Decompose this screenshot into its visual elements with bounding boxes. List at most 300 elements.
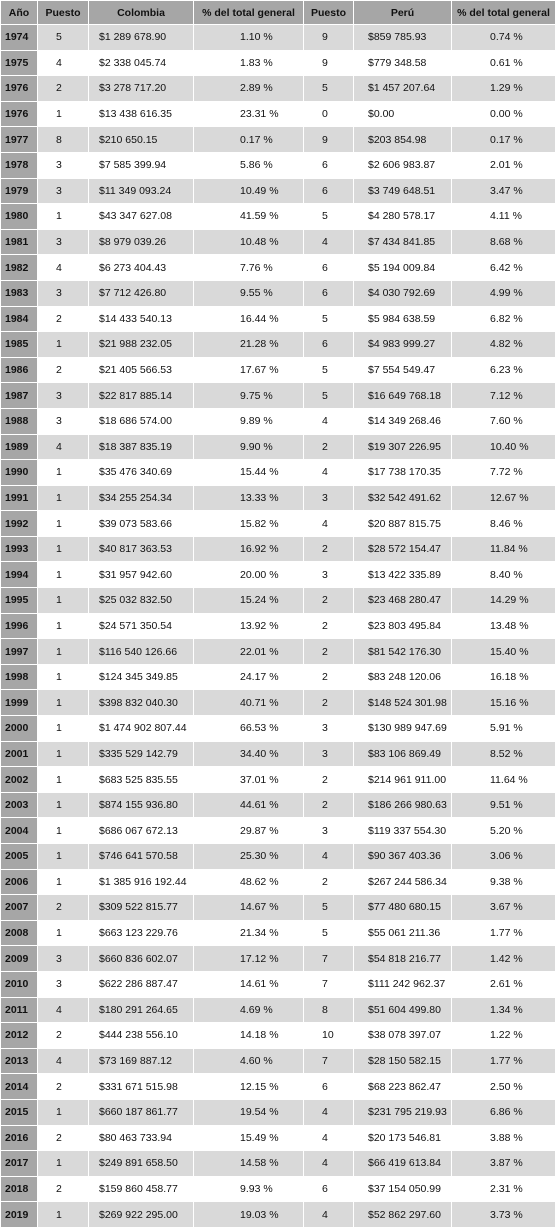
colombia-amount-cell: $1 474 902 807.44 <box>89 716 194 742</box>
peru-amount-cell: $111 242 962.37 <box>354 971 452 997</box>
rank-colombia-cell: 1 <box>38 741 89 767</box>
pct-peru-cell: 1.34 % <box>452 997 556 1023</box>
rank-peru-cell: 4 <box>304 1099 354 1125</box>
header-year: Año <box>1 1 38 25</box>
pct-colombia-cell: 29.87 % <box>194 818 304 844</box>
pct-peru-cell: 8.40 % <box>452 562 556 588</box>
pct-peru-cell: 3.67 % <box>452 895 556 921</box>
rank-colombia-cell: 1 <box>38 767 89 793</box>
rank-peru-cell: 10 <box>304 1023 354 1049</box>
year-cell: 2019 <box>1 1202 38 1228</box>
pct-colombia-cell: 16.92 % <box>194 536 304 562</box>
table-row <box>1 25 556 51</box>
pct-colombia-cell: 14.58 % <box>194 1151 304 1177</box>
table-row <box>1 1048 556 1074</box>
pct-colombia-cell: 4.60 % <box>194 1048 304 1074</box>
pct-colombia-cell: 13.33 % <box>194 485 304 511</box>
rank-peru-cell: 6 <box>304 255 354 281</box>
peru-amount-cell: $186 266 980.63 <box>354 792 452 818</box>
pct-colombia-cell: 10.48 % <box>194 229 304 255</box>
table-row <box>1 1023 556 1049</box>
pct-colombia-cell: 22.01 % <box>194 639 304 665</box>
rank-colombia-cell: 2 <box>38 357 89 383</box>
colombia-amount-cell: $444 238 556.10 <box>89 1023 194 1049</box>
table-row <box>1 767 556 793</box>
table-row <box>1 408 556 434</box>
year-cell: 1999 <box>1 690 38 716</box>
peru-amount-cell: $1 457 207.64 <box>354 76 452 102</box>
peru-amount-cell: $16 649 768.18 <box>354 383 452 409</box>
table-row <box>1 664 556 690</box>
rank-colombia-cell: 1 <box>38 588 89 614</box>
pct-peru-cell: 7.12 % <box>452 383 556 409</box>
rank-colombia-cell: 1 <box>38 1099 89 1125</box>
pct-colombia-cell: 9.55 % <box>194 280 304 306</box>
rank-colombia-cell: 1 <box>38 716 89 742</box>
peru-amount-cell: $55 061 211.36 <box>354 920 452 946</box>
pct-colombia-cell: 10.49 % <box>194 178 304 204</box>
rank-colombia-cell: 3 <box>38 152 89 178</box>
rank-peru-cell: 2 <box>304 690 354 716</box>
pct-colombia-cell: 19.03 % <box>194 1202 304 1228</box>
pct-colombia-cell: 41.59 % <box>194 204 304 230</box>
rank-colombia-cell: 1 <box>38 536 89 562</box>
peru-amount-cell: $203 854.98 <box>354 127 452 153</box>
colombia-amount-cell: $622 286 887.47 <box>89 971 194 997</box>
table-row <box>1 1202 556 1228</box>
rank-colombia-cell: 1 <box>38 562 89 588</box>
peru-amount-cell: $7 554 549.47 <box>354 357 452 383</box>
table-row <box>1 1176 556 1202</box>
table-row <box>1 946 556 972</box>
peru-amount-cell: $4 983 999.27 <box>354 332 452 358</box>
rank-colombia-cell: 1 <box>38 844 89 870</box>
rank-peru-cell: 6 <box>304 332 354 358</box>
table-row <box>1 1151 556 1177</box>
pct-peru-cell: 3.06 % <box>452 844 556 870</box>
colombia-amount-cell: $35 476 340.69 <box>89 460 194 486</box>
table-row <box>1 1099 556 1125</box>
rank-colombia-cell: 8 <box>38 127 89 153</box>
year-cell: 1985 <box>1 332 38 358</box>
peru-amount-cell: $7 434 841.85 <box>354 229 452 255</box>
rank-peru-cell: 9 <box>304 25 354 51</box>
pct-peru-cell: 0.17 % <box>452 127 556 153</box>
rank-peru-cell: 2 <box>304 792 354 818</box>
pct-colombia-cell: 9.93 % <box>194 1176 304 1202</box>
pct-colombia-cell: 14.61 % <box>194 971 304 997</box>
table-row <box>1 895 556 921</box>
peru-amount-cell: $779 348.58 <box>354 50 452 76</box>
rank-peru-cell: 9 <box>304 127 354 153</box>
rank-colombia-cell: 1 <box>38 460 89 486</box>
year-cell: 2005 <box>1 844 38 870</box>
peru-amount-cell: $119 337 554.30 <box>354 818 452 844</box>
rank-peru-cell: 4 <box>304 1151 354 1177</box>
year-cell: 1982 <box>1 255 38 281</box>
colombia-amount-cell: $40 817 363.53 <box>89 536 194 562</box>
pct-peru-cell: 0.61 % <box>452 50 556 76</box>
year-cell: 1991 <box>1 485 38 511</box>
table-row <box>1 204 556 230</box>
peru-amount-cell: $51 604 499.80 <box>354 997 452 1023</box>
colombia-amount-cell: $18 686 574.00 <box>89 408 194 434</box>
rank-peru-cell: 0 <box>304 101 354 127</box>
year-cell: 2013 <box>1 1048 38 1074</box>
rank-colombia-cell: 1 <box>38 792 89 818</box>
year-cell: 1976 <box>1 101 38 127</box>
pct-peru-cell: 1.42 % <box>452 946 556 972</box>
rank-colombia-cell: 1 <box>38 869 89 895</box>
pct-peru-cell: 4.82 % <box>452 332 556 358</box>
pct-peru-cell: 2.31 % <box>452 1176 556 1202</box>
table-row <box>1 639 556 665</box>
pct-peru-cell: 7.72 % <box>452 460 556 486</box>
table-row <box>1 1074 556 1100</box>
table-row <box>1 792 556 818</box>
year-cell: 1980 <box>1 204 38 230</box>
pct-colombia-cell: 0.17 % <box>194 127 304 153</box>
rank-peru-cell: 5 <box>304 204 354 230</box>
colombia-amount-cell: $663 123 229.76 <box>89 920 194 946</box>
colombia-amount-cell: $34 255 254.34 <box>89 485 194 511</box>
peru-amount-cell: $0.00 <box>354 101 452 127</box>
pct-colombia-cell: 15.24 % <box>194 588 304 614</box>
table-row <box>1 383 556 409</box>
peru-amount-cell: $2 606 983.87 <box>354 152 452 178</box>
rank-peru-cell: 9 <box>304 50 354 76</box>
colombia-amount-cell: $3 278 717.20 <box>89 76 194 102</box>
peru-amount-cell: $17 738 170.35 <box>354 460 452 486</box>
year-cell: 2012 <box>1 1023 38 1049</box>
year-cell: 1990 <box>1 460 38 486</box>
table-row <box>1 511 556 537</box>
rank-colombia-cell: 1 <box>38 639 89 665</box>
table-row <box>1 690 556 716</box>
rank-peru-cell: 8 <box>304 997 354 1023</box>
colombia-amount-cell: $43 347 627.08 <box>89 204 194 230</box>
header-rank-colombia: Puesto <box>38 1 89 25</box>
pct-peru-cell: 1.22 % <box>452 1023 556 1049</box>
rank-peru-cell: 6 <box>304 280 354 306</box>
table-row <box>1 716 556 742</box>
colombia-amount-cell: $269 922 295.00 <box>89 1202 194 1228</box>
colombia-amount-cell: $31 957 942.60 <box>89 562 194 588</box>
pct-peru-cell: 0.74 % <box>452 25 556 51</box>
rank-colombia-cell: 3 <box>38 408 89 434</box>
rank-colombia-cell: 3 <box>38 946 89 972</box>
colombia-amount-cell: $7 585 399.94 <box>89 152 194 178</box>
header-pct-peru: % del total general <box>452 1 556 25</box>
rank-colombia-cell: 4 <box>38 997 89 1023</box>
year-cell: 1987 <box>1 383 38 409</box>
header-rank-peru: Puesto <box>304 1 354 25</box>
peru-amount-cell: $14 349 268.46 <box>354 408 452 434</box>
pct-peru-cell: 8.68 % <box>452 229 556 255</box>
rank-peru-cell: 5 <box>304 357 354 383</box>
year-cell: 1986 <box>1 357 38 383</box>
table-row <box>1 536 556 562</box>
rank-peru-cell: 7 <box>304 971 354 997</box>
pct-peru-cell: 3.47 % <box>452 178 556 204</box>
colombia-amount-cell: $14 433 540.13 <box>89 306 194 332</box>
peru-amount-cell: $90 367 403.36 <box>354 844 452 870</box>
pct-peru-cell: 14.29 % <box>452 588 556 614</box>
year-cell: 1997 <box>1 639 38 665</box>
pct-peru-cell: 11.84 % <box>452 536 556 562</box>
year-cell: 1984 <box>1 306 38 332</box>
colombia-amount-cell: $18 387 835.19 <box>89 434 194 460</box>
pct-peru-cell: 3.87 % <box>452 1151 556 1177</box>
pct-colombia-cell: 4.69 % <box>194 997 304 1023</box>
pct-peru-cell: 13.48 % <box>452 613 556 639</box>
rank-peru-cell: 5 <box>304 920 354 946</box>
colombia-amount-cell: $116 540 126.66 <box>89 639 194 665</box>
peru-amount-cell: $3 749 648.51 <box>354 178 452 204</box>
colombia-amount-cell: $25 032 832.50 <box>89 588 194 614</box>
table-row <box>1 485 556 511</box>
pct-peru-cell: 2.50 % <box>452 1074 556 1100</box>
year-cell: 1977 <box>1 127 38 153</box>
year-cell: 1976 <box>1 76 38 102</box>
peru-amount-cell: $32 542 491.62 <box>354 485 452 511</box>
year-cell: 2004 <box>1 818 38 844</box>
colombia-amount-cell: $746 641 570.58 <box>89 844 194 870</box>
year-cell: 1994 <box>1 562 38 588</box>
header-peru: Perú <box>354 1 452 25</box>
rank-colombia-cell: 3 <box>38 383 89 409</box>
pct-peru-cell: 6.82 % <box>452 306 556 332</box>
header-row <box>1 1 556 25</box>
pct-colombia-cell: 48.62 % <box>194 869 304 895</box>
rank-colombia-cell: 3 <box>38 178 89 204</box>
rank-colombia-cell: 4 <box>38 1048 89 1074</box>
rank-peru-cell: 5 <box>304 895 354 921</box>
rank-colombia-cell: 5 <box>38 25 89 51</box>
colombia-amount-cell: $39 073 583.66 <box>89 511 194 537</box>
pct-colombia-cell: 15.82 % <box>194 511 304 537</box>
year-cell: 2017 <box>1 1151 38 1177</box>
colombia-amount-cell: $80 463 733.94 <box>89 1125 194 1151</box>
pct-colombia-cell: 25.30 % <box>194 844 304 870</box>
pct-colombia-cell: 21.34 % <box>194 920 304 946</box>
year-cell: 2009 <box>1 946 38 972</box>
table-row <box>1 869 556 895</box>
year-cell: 2014 <box>1 1074 38 1100</box>
peru-amount-cell: $231 795 219.93 <box>354 1099 452 1125</box>
pct-colombia-cell: 1.10 % <box>194 25 304 51</box>
table-row <box>1 229 556 255</box>
colombia-amount-cell: $11 349 093.24 <box>89 178 194 204</box>
table-row <box>1 255 556 281</box>
rank-peru-cell: 4 <box>304 1125 354 1151</box>
colombia-amount-cell: $180 291 264.65 <box>89 997 194 1023</box>
table-row <box>1 127 556 153</box>
pct-peru-cell: 11.64 % <box>452 767 556 793</box>
pct-colombia-cell: 1.83 % <box>194 50 304 76</box>
year-cell: 2008 <box>1 920 38 946</box>
pct-colombia-cell: 9.89 % <box>194 408 304 434</box>
rank-colombia-cell: 1 <box>38 204 89 230</box>
year-cell: 2007 <box>1 895 38 921</box>
pct-peru-cell: 5.91 % <box>452 716 556 742</box>
rank-peru-cell: 3 <box>304 485 354 511</box>
rank-peru-cell: 6 <box>304 1074 354 1100</box>
colombia-amount-cell: $8 979 039.26 <box>89 229 194 255</box>
rank-colombia-cell: 3 <box>38 229 89 255</box>
year-cell: 1975 <box>1 50 38 76</box>
table-row <box>1 844 556 870</box>
pct-peru-cell: 15.40 % <box>452 639 556 665</box>
pct-peru-cell: 2.01 % <box>452 152 556 178</box>
peru-amount-cell: $83 106 869.49 <box>354 741 452 767</box>
pct-peru-cell: 16.18 % <box>452 664 556 690</box>
rank-peru-cell: 5 <box>304 383 354 409</box>
rank-colombia-cell: 4 <box>38 255 89 281</box>
pct-peru-cell: 0.00 % <box>452 101 556 127</box>
table-row <box>1 76 556 102</box>
rank-peru-cell: 2 <box>304 536 354 562</box>
pct-peru-cell: 2.61 % <box>452 971 556 997</box>
year-cell: 2002 <box>1 767 38 793</box>
pct-peru-cell: 4.11 % <box>452 204 556 230</box>
table-row <box>1 178 556 204</box>
year-cell: 1978 <box>1 152 38 178</box>
pct-peru-cell: 3.88 % <box>452 1125 556 1151</box>
rank-colombia-cell: 2 <box>38 895 89 921</box>
colombia-amount-cell: $686 067 672.13 <box>89 818 194 844</box>
peru-amount-cell: $23 803 495.84 <box>354 613 452 639</box>
pct-peru-cell: 9.38 % <box>452 869 556 895</box>
table-row <box>1 741 556 767</box>
year-cell: 2016 <box>1 1125 38 1151</box>
peru-amount-cell: $4 280 578.17 <box>354 204 452 230</box>
pct-colombia-cell: 19.54 % <box>194 1099 304 1125</box>
peru-amount-cell: $5 984 638.59 <box>354 306 452 332</box>
year-cell: 2003 <box>1 792 38 818</box>
peru-amount-cell: $68 223 862.47 <box>354 1074 452 1100</box>
table-row <box>1 357 556 383</box>
colombia-amount-cell: $210 650.15 <box>89 127 194 153</box>
peru-amount-cell: $77 480 680.15 <box>354 895 452 921</box>
table-row <box>1 152 556 178</box>
year-cell: 1993 <box>1 536 38 562</box>
year-cell: 2000 <box>1 716 38 742</box>
rank-peru-cell: 4 <box>304 511 354 537</box>
pct-peru-cell: 6.23 % <box>452 357 556 383</box>
pct-colombia-cell: 9.90 % <box>194 434 304 460</box>
year-cell: 1995 <box>1 588 38 614</box>
colombia-amount-cell: $21 405 566.53 <box>89 357 194 383</box>
peru-amount-cell: $148 524 301.98 <box>354 690 452 716</box>
year-cell: 2001 <box>1 741 38 767</box>
rank-colombia-cell: 1 <box>38 613 89 639</box>
rank-colombia-cell: 3 <box>38 280 89 306</box>
rank-peru-cell: 2 <box>304 639 354 665</box>
pct-colombia-cell: 23.31 % <box>194 101 304 127</box>
pct-colombia-cell: 44.61 % <box>194 792 304 818</box>
colombia-amount-cell: $1 289 678.90 <box>89 25 194 51</box>
pct-colombia-cell: 15.44 % <box>194 460 304 486</box>
rank-peru-cell: 2 <box>304 588 354 614</box>
colombia-amount-cell: $398 832 040.30 <box>89 690 194 716</box>
pct-peru-cell: 6.86 % <box>452 1099 556 1125</box>
rank-colombia-cell: 1 <box>38 664 89 690</box>
pct-colombia-cell: 17.12 % <box>194 946 304 972</box>
pct-colombia-cell: 20.00 % <box>194 562 304 588</box>
pct-peru-cell: 12.67 % <box>452 485 556 511</box>
table-row <box>1 1125 556 1151</box>
pct-colombia-cell: 16.44 % <box>194 306 304 332</box>
pct-peru-cell: 8.46 % <box>452 511 556 537</box>
year-cell: 2010 <box>1 971 38 997</box>
pct-peru-cell: 1.29 % <box>452 76 556 102</box>
pct-colombia-cell: 14.18 % <box>194 1023 304 1049</box>
rank-peru-cell: 4 <box>304 408 354 434</box>
table-row <box>1 101 556 127</box>
colombia-amount-cell: $159 860 458.77 <box>89 1176 194 1202</box>
table-row <box>1 588 556 614</box>
peru-amount-cell: $13 422 335.89 <box>354 562 452 588</box>
year-cell: 1996 <box>1 613 38 639</box>
colombia-amount-cell: $331 671 515.98 <box>89 1074 194 1100</box>
pct-peru-cell: 7.60 % <box>452 408 556 434</box>
pct-colombia-cell: 13.92 % <box>194 613 304 639</box>
colombia-amount-cell: $683 525 835.55 <box>89 767 194 793</box>
peru-amount-cell: $23 468 280.47 <box>354 588 452 614</box>
peru-amount-cell: $267 244 586.34 <box>354 869 452 895</box>
table-row <box>1 818 556 844</box>
year-cell: 1979 <box>1 178 38 204</box>
pct-colombia-cell: 5.86 % <box>194 152 304 178</box>
rank-peru-cell: 2 <box>304 664 354 690</box>
table-row <box>1 280 556 306</box>
pct-peru-cell: 5.20 % <box>452 818 556 844</box>
pct-colombia-cell: 37.01 % <box>194 767 304 793</box>
year-cell: 1989 <box>1 434 38 460</box>
peru-amount-cell: $83 248 120.06 <box>354 664 452 690</box>
colombia-amount-cell: $124 345 349.85 <box>89 664 194 690</box>
year-cell: 1998 <box>1 664 38 690</box>
rank-colombia-cell: 3 <box>38 971 89 997</box>
pct-colombia-cell: 40.71 % <box>194 690 304 716</box>
year-cell: 1988 <box>1 408 38 434</box>
table-row <box>1 562 556 588</box>
peru-amount-cell: $38 078 397.07 <box>354 1023 452 1049</box>
pct-colombia-cell: 17.67 % <box>194 357 304 383</box>
pct-peru-cell: 8.52 % <box>452 741 556 767</box>
peru-amount-cell: $28 150 582.15 <box>354 1048 452 1074</box>
rank-peru-cell: 5 <box>304 76 354 102</box>
rank-colombia-cell: 4 <box>38 50 89 76</box>
rank-colombia-cell: 2 <box>38 1125 89 1151</box>
pct-peru-cell: 1.77 % <box>452 920 556 946</box>
pct-colombia-cell: 14.67 % <box>194 895 304 921</box>
peru-amount-cell: $28 572 154.47 <box>354 536 452 562</box>
rank-colombia-cell: 2 <box>38 306 89 332</box>
peru-amount-cell: $19 307 226.95 <box>354 434 452 460</box>
pct-colombia-cell: 34.40 % <box>194 741 304 767</box>
pct-colombia-cell: 12.15 % <box>194 1074 304 1100</box>
rank-peru-cell: 6 <box>304 152 354 178</box>
peru-amount-cell: $20 173 546.81 <box>354 1125 452 1151</box>
peru-amount-cell: $37 154 050.99 <box>354 1176 452 1202</box>
rank-colombia-cell: 2 <box>38 1074 89 1100</box>
colombia-amount-cell: $73 169 887.12 <box>89 1048 194 1074</box>
table-body <box>1 25 556 1228</box>
rank-peru-cell: 3 <box>304 818 354 844</box>
rank-colombia-cell: 1 <box>38 1151 89 1177</box>
